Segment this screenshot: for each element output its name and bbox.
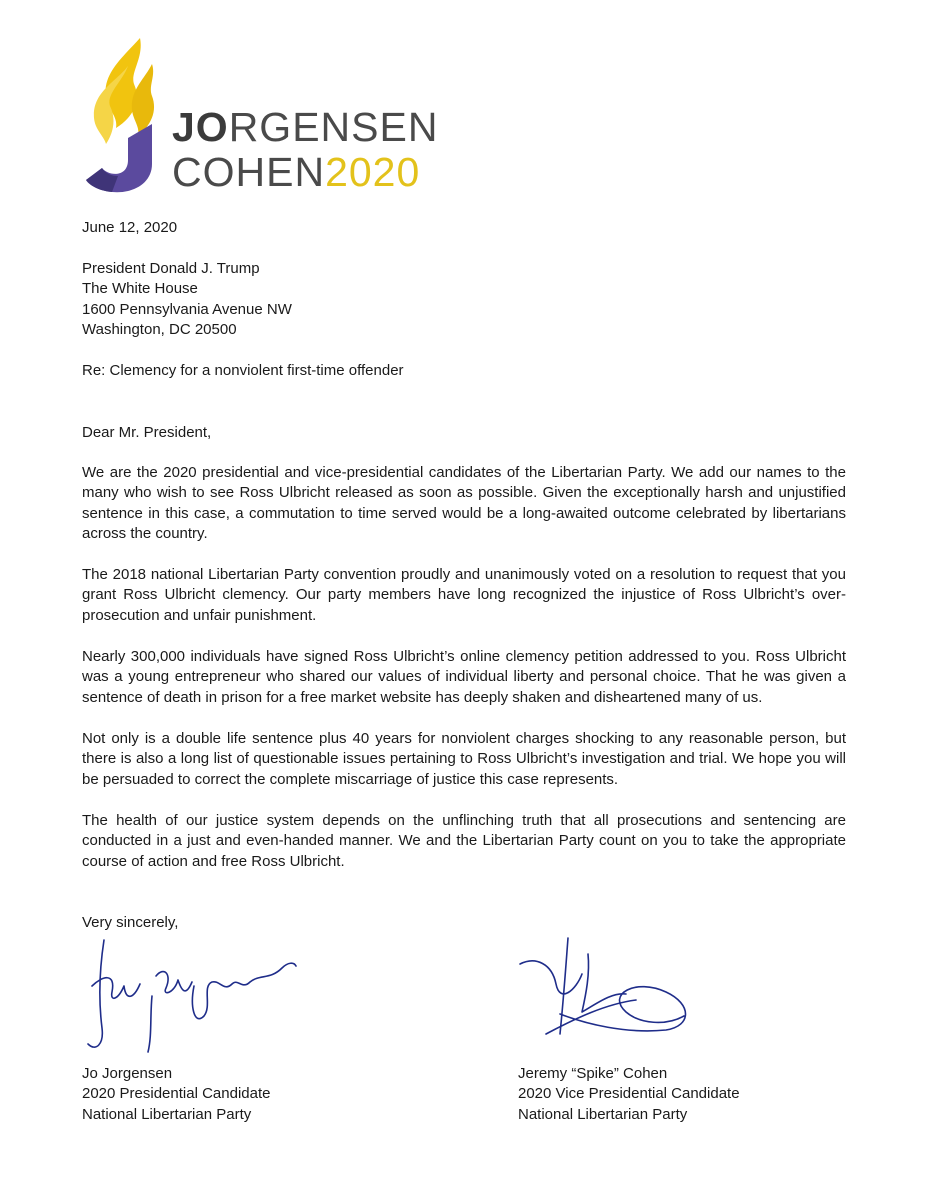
body-paragraph-1: We are the 2020 presidential and vice-presidential candidates of the Libertarian Party. We add our names to the many who wish to see Ross Ulbricht released as soon as possible. Given the exceptionally harsh and unjustified sentence in this case, a commutation to time served would be a long-awaited outcome celebrated by libertarians across the country. bbox=[82, 464, 846, 543]
closing: Very sincerely, bbox=[82, 914, 179, 931]
body-paragraph-4: Not only is a double life sentence plus 40 years for nonviolent charges shocking to any reasonable person, but there is also a long list of questionable issues pertaining to Ross Ulbricht’s investigation and trial. We hope you will be persuaded to correct the complete miscarriage of justice this case represents. bbox=[82, 730, 846, 788]
jorgensen-signature bbox=[82, 936, 302, 1056]
body-paragraph-2: The 2018 national Libertarian Party convention proudly and unanimously voted on a resolution to request that you grant Ross Ulbricht clemency. Our party members have long recognized the injustice of Ross Ulbricht’s over-prosecution and unfair punishment. bbox=[82, 566, 846, 624]
logo-line-jorgensen: JORGENSEN bbox=[172, 104, 439, 150]
logo-line-cohen2020: COHEN2020 bbox=[172, 149, 421, 195]
recipient-address bbox=[82, 259, 292, 341]
signer-jorgensen bbox=[82, 1064, 270, 1125]
body-paragraph-5: The health of our justice system depends on the unflinching truth that all prosecutions and sentencing are conducted in a just and even-handed manner. We and the Libertarian Party count on you to take the appropriate course of action and free Ross Ulbricht. bbox=[82, 812, 846, 870]
salutation: Dear Mr. President, bbox=[82, 424, 212, 441]
recipient-name: President Donald J. Trump bbox=[82, 260, 260, 277]
subject-line: Re: Clemency for a nonviolent first-time offender bbox=[82, 362, 404, 379]
signer-title: 2020 Presidential Candidate bbox=[82, 1085, 271, 1103]
letter-date: June 12, 2020 bbox=[82, 219, 178, 236]
recipient-office: The White House bbox=[82, 280, 198, 298]
cohen-signature bbox=[516, 934, 696, 1046]
signer-name: Jo Jorgensen bbox=[82, 1065, 173, 1082]
signer-cohen bbox=[518, 1064, 740, 1125]
signer-org: National Libertarian Party bbox=[518, 1105, 688, 1123]
body-paragraph-3: Nearly 300,000 individuals have signed Ross Ulbricht’s online clemency petition addressed to you. Ross Ulbricht was a young entrepreneur who shared our values of individual liberty and personal choice. That he was given a sentence of death in prison for a free market website has deeply shaken and disheartened many of us. bbox=[82, 648, 846, 706]
recipient-street: 1600 Pennsylvania Avenue NW bbox=[82, 300, 292, 318]
flame-j-logo-icon bbox=[82, 36, 172, 196]
campaign-logo bbox=[82, 36, 442, 196]
signer-name: Jeremy “Spike” Cohen bbox=[518, 1065, 668, 1082]
recipient-city: Washington, DC 20500 bbox=[82, 321, 237, 339]
signer-org: National Libertarian Party bbox=[82, 1105, 252, 1123]
signer-title: 2020 Vice Presidential Candidate bbox=[518, 1085, 740, 1103]
